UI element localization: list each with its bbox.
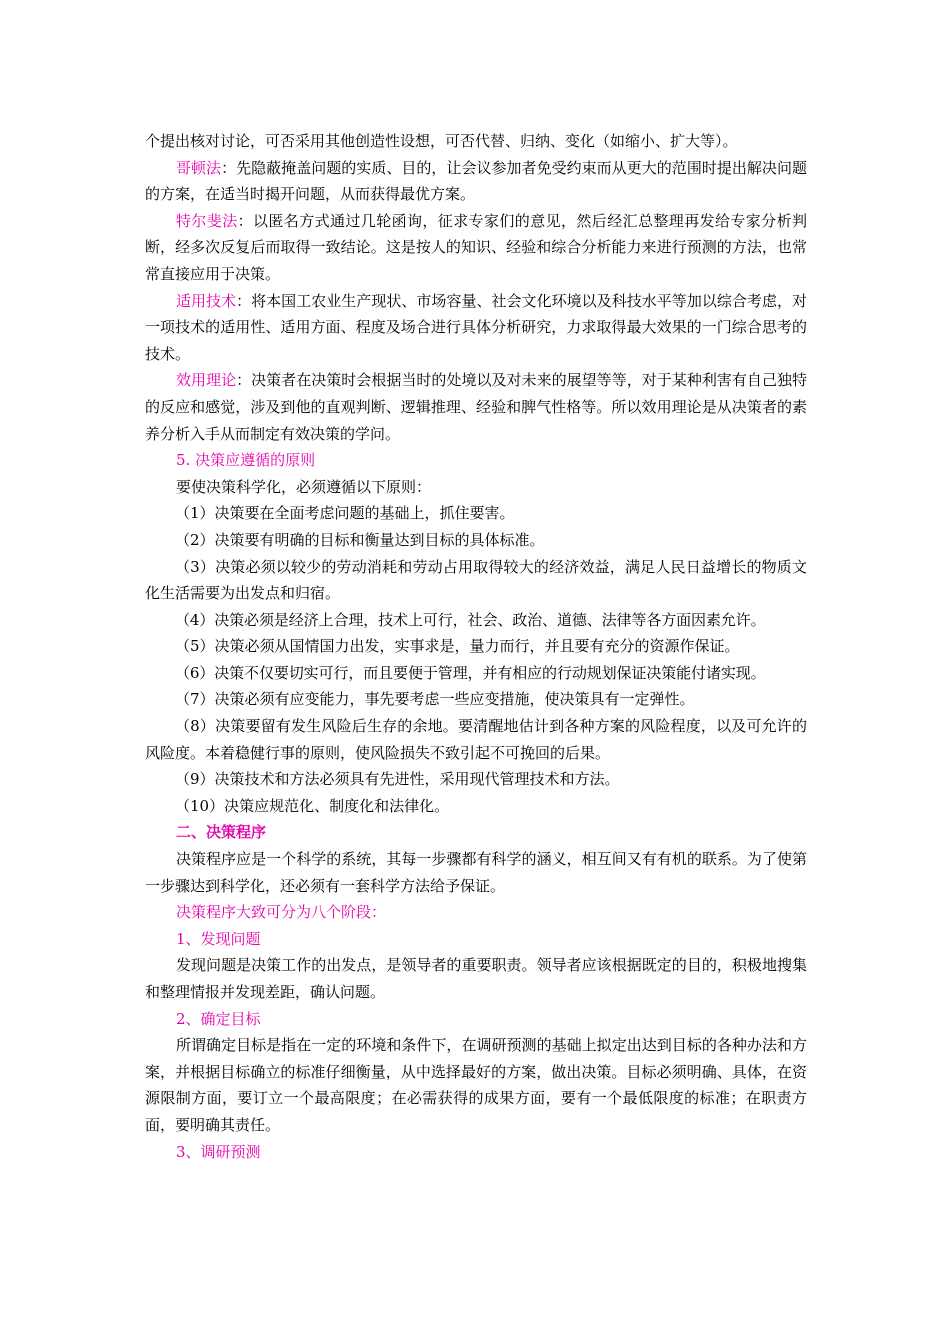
term-paragraph-utility-theory xyxy=(145,367,807,447)
subheading-eight-stages: 决策程序大致可分为八个阶段： xyxy=(176,903,387,922)
list-item: （2）决策要有明确的目标和衡量达到目标的具体标准。 xyxy=(175,530,545,549)
paragraph-text: 个提出核对讨论，可否采用其他创造性设想，可否代替、归纳、变化（如缩小、扩大等）。 xyxy=(145,132,738,150)
term-label: 适用技术 xyxy=(176,291,237,310)
list-item: （10）决策应规范化、制度化和法律化。 xyxy=(175,796,450,815)
body-paragraph: 发现问题是决策工作的出发点，是领导者的重要职责。领导者应该根据既定的目的，积极地搜集和整理情报并发现差距，确认问题。 xyxy=(145,956,807,1001)
paragraph-continuation xyxy=(145,128,807,155)
list-item: （4）决策必须是经济上合理，技术上可行，社会、政治、道德、法律等各方面因素允许。 xyxy=(175,610,766,629)
term-definition: ：将本国工农业生产现状、市场容量、社会文化环境以及科技水平等加以综合考虑，对一项技术的适用性、适用方面、程度及场合进行具体分析研究，力求取得最大效果的一门综合思考的技术。 xyxy=(145,291,807,363)
term-paragraph-appropriate-tech xyxy=(145,288,807,368)
list-item: （3）决策必须以较少的劳动消耗和劳动占用取得较大的经济效益，满足人民日益增长的物质文化生活需要为出发点和归宿。 xyxy=(145,557,807,603)
subheading-find-problem: 1、发现问题 xyxy=(176,929,261,948)
body-paragraph: 所谓确定目标是指在一定的环境和条件下，在调研预测的基础上拟定出达到目标的各种办法和方案，并根据目标确立的标准仔细衡量，从中选择最好的方案，做出决策。目标必须明确、具体，在资源限制方面，要订立一个最高限度；在必需获得的成果方面，要有一个最低限度的标准；在职责方面，要明确其责任。 xyxy=(145,1036,807,1134)
body-paragraph: 要使决策科学化，必须遵循以下原则： xyxy=(176,477,432,496)
list-item: （6）决策不仅要切实可行，而且要便于管理，并有相应的行动规划保证决策能付诸实现。 xyxy=(175,663,766,682)
term-definition: ：以匿名方式通过几轮函询，征求专家们的意见，然后经汇总整理再发给专家分析判断，经多次反复后而取得一致结论。这是按人的知识、经验和综合分析能力来进行预测的方法，也常常直接应用于决策。 xyxy=(145,211,807,283)
list-item: （1）决策要在全面考虑问题的基础上，抓住要害。 xyxy=(175,504,515,523)
subheading-set-goal: 2、确定目标 xyxy=(176,1009,261,1028)
body-paragraph: 决策程序应是一个科学的系统，其每一步骤都有科学的涵义，相互间又有有机的联系。为了使第一步骤达到科学化，还必须有一套科学方法给予保证。 xyxy=(145,850,807,895)
subheading-principles: 5. 决策应遵循的原则 xyxy=(176,451,316,470)
term-definition: ：决策者在决策时会根据当时的处境以及对未来的展望等等，对于某种利害有自己独特的反应和感觉，涉及到他的直观判断、逻辑推理、经验和脾气性格等。所以效用理论是从决策者的素养分析入手从而制定有效决策的学问。 xyxy=(145,371,807,443)
list-item: （8）决策要留有发生风险后生存的余地。要清醒地估计到各种方案的风险程度，以及可允许的风险度。本着稳健行事的原则，使风险损失不致引起不可挽回的后果。 xyxy=(145,717,807,762)
term-label: 哥顿法 xyxy=(176,158,222,177)
list-item: （9）决策技术和方法必须具有先进性，采用现代管理技术和方法。 xyxy=(175,770,620,789)
term-label: 效用理论 xyxy=(176,371,237,390)
term-paragraph-gordon xyxy=(145,155,807,208)
section-heading-decision-procedure: 二、决策程序 xyxy=(176,823,267,842)
term-definition: ：先隐蔽掩盖问题的实质、目的，让会议参加者免受约束而从更大的范围时提出解决问题的方案，在适当时揭开问题，从而获得最优方案。 xyxy=(145,158,807,204)
term-label: 特尔斐法 xyxy=(176,211,238,230)
list-item: （7）决策必须有应变能力，事先要考虑一些应变措施，使决策具有一定弹性。 xyxy=(175,690,695,709)
list-item: （5）决策必须从国情国力出发，实事求是，量力而行，并且要有充分的资源作保证。 xyxy=(175,637,740,656)
term-paragraph-delphi xyxy=(145,208,807,288)
document-body xyxy=(145,128,807,1165)
subheading-research-forecast: 3、调研预测 xyxy=(176,1142,261,1161)
